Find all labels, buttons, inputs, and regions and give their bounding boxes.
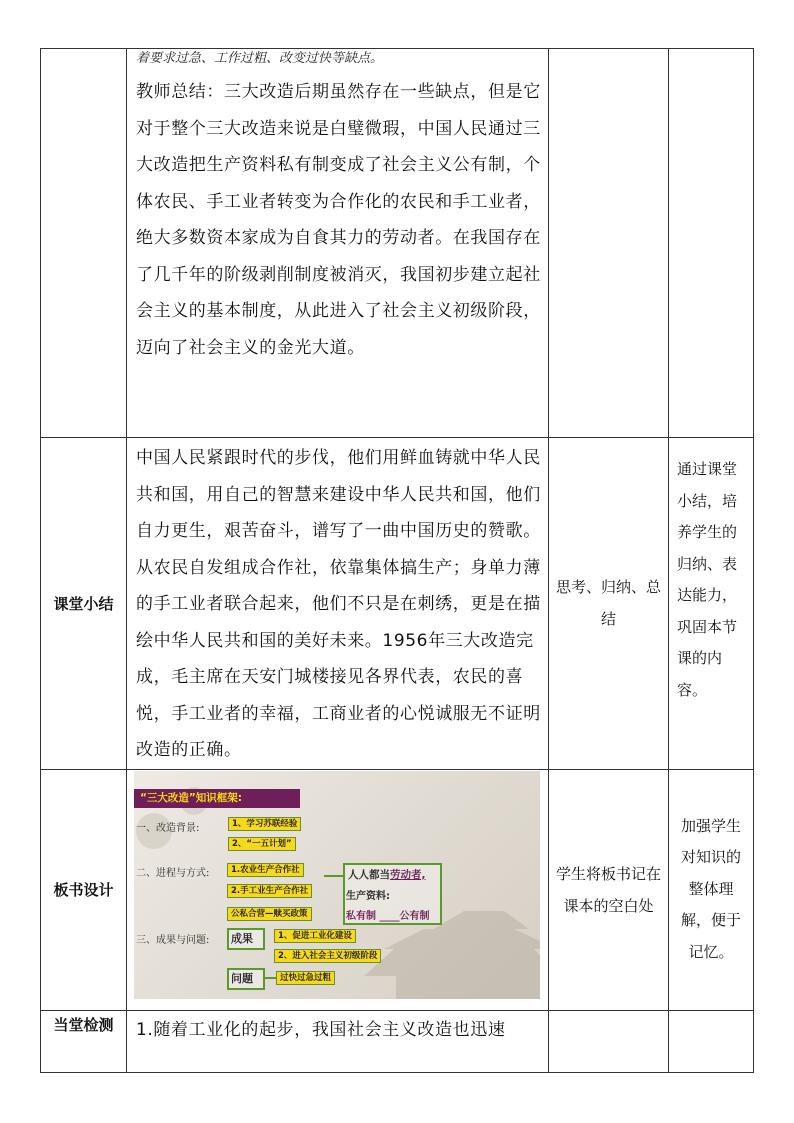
board-design-cell — [127, 769, 549, 1010]
label-cell-empty — [41, 49, 127, 438]
student-activity: 思考、归纳、总结 — [549, 438, 669, 770]
design-intent: 通过课堂小结，培养学生的归纳、表达能力，巩固本节课的内容。 — [669, 438, 754, 770]
class-summary-cell — [127, 438, 549, 770]
problem-item: 过快过急过粗 — [276, 971, 335, 985]
connector-line — [264, 977, 276, 979]
board-title: “三大改造”知识框架: — [134, 789, 300, 808]
teacher-summary-cell — [127, 49, 549, 438]
table-row — [41, 49, 754, 438]
background-item: 2、“一五计划” — [228, 837, 296, 851]
process-item: 2.手工业生产合作社 — [227, 884, 312, 898]
connector-line — [324, 875, 344, 877]
row-label: 当堂检测 — [41, 1010, 127, 1072]
background-item: 1、学习苏联经验 — [228, 817, 301, 831]
student-activity: 学生将板书记在课本的空白处 — [549, 769, 669, 1010]
design-intent: 加强学生对知识的整体理解，便于记忆。 — [669, 769, 754, 1010]
blackboard-image — [134, 771, 540, 999]
section-background: 一、改造背景: — [136, 822, 200, 834]
process-item: 1.农业生产合作社 — [227, 863, 304, 877]
goal-cell-empty — [669, 1010, 754, 1072]
section-results: 三、成果与问题: — [136, 934, 210, 946]
table-row — [41, 438, 754, 770]
test-question-text: 1.随着工业化的起步，我国社会主义改造也迅速 — [136, 1019, 506, 1040]
activity-cell-empty — [549, 1010, 669, 1072]
in-class-test-cell — [127, 1010, 549, 1072]
table-row — [41, 769, 754, 1010]
continued-line: 着要求过急、工作过粗、改变过快等缺点。 — [136, 51, 384, 66]
result-line1: 人人都当劳动者, — [348, 868, 426, 881]
result-line3: 私有制 ____公有制 — [346, 910, 430, 922]
row-label: 板书设计 — [41, 769, 127, 1010]
activity-cell-empty — [549, 49, 669, 438]
row-label: 课堂小结 — [41, 438, 127, 770]
achievement-item: 1、促进工业化建设 — [274, 929, 356, 943]
achievement-item: 2、进入社会主义初级阶段 — [274, 949, 381, 963]
achievement-label: 成果 — [231, 931, 253, 945]
problem-label: 问题 — [231, 971, 253, 985]
lesson-plan-table — [40, 48, 754, 1073]
process-item: 公私合营—赎买政策 — [227, 907, 312, 921]
result-line2: 生产资料: — [346, 890, 390, 902]
section-process: 二、进程与方式: — [136, 867, 210, 879]
class-summary-text: 中国人民紧跟时代的步伐，他们用鲜血铸就中华人民共和国，用自己的智慧来建设中华人民共和国，他们自力更生，艰苦奋斗，谱写了一曲中国历史的赞歌。从农民自发组成合作社，依靠集体搞生产；身单力薄的手工业者联合起来，他们不只是在刺绣，更是在描绘中华人民共和国的美好未来。1956年三大改造完成，毛主席在天安门城楼接见各界代表，农民的喜悦，手工业者的幸福，工商业者的心悦诚服无不证明改造的正确。 — [136, 448, 541, 760]
teacher-summary-text: 教师总结：三大改造后期虽然存在一些缺点，但是它对于整个三大改造来说是白璧微瑕，中国人民通过三大改造把生产资料私有制变成了社会主义公有制，个体农民、手工业者转变为合作化的农民和手工业者，绝大多数资本家成为自食其力的劳动者。在我国存在了几千年的阶级剥削制度被消灭，我国初步建立起社会主义的基本制度，从此进入了社会主义初级阶段，迈向了社会主义的金光大道。 — [136, 82, 541, 358]
table-row — [41, 1010, 754, 1072]
goal-cell-empty — [669, 49, 754, 438]
